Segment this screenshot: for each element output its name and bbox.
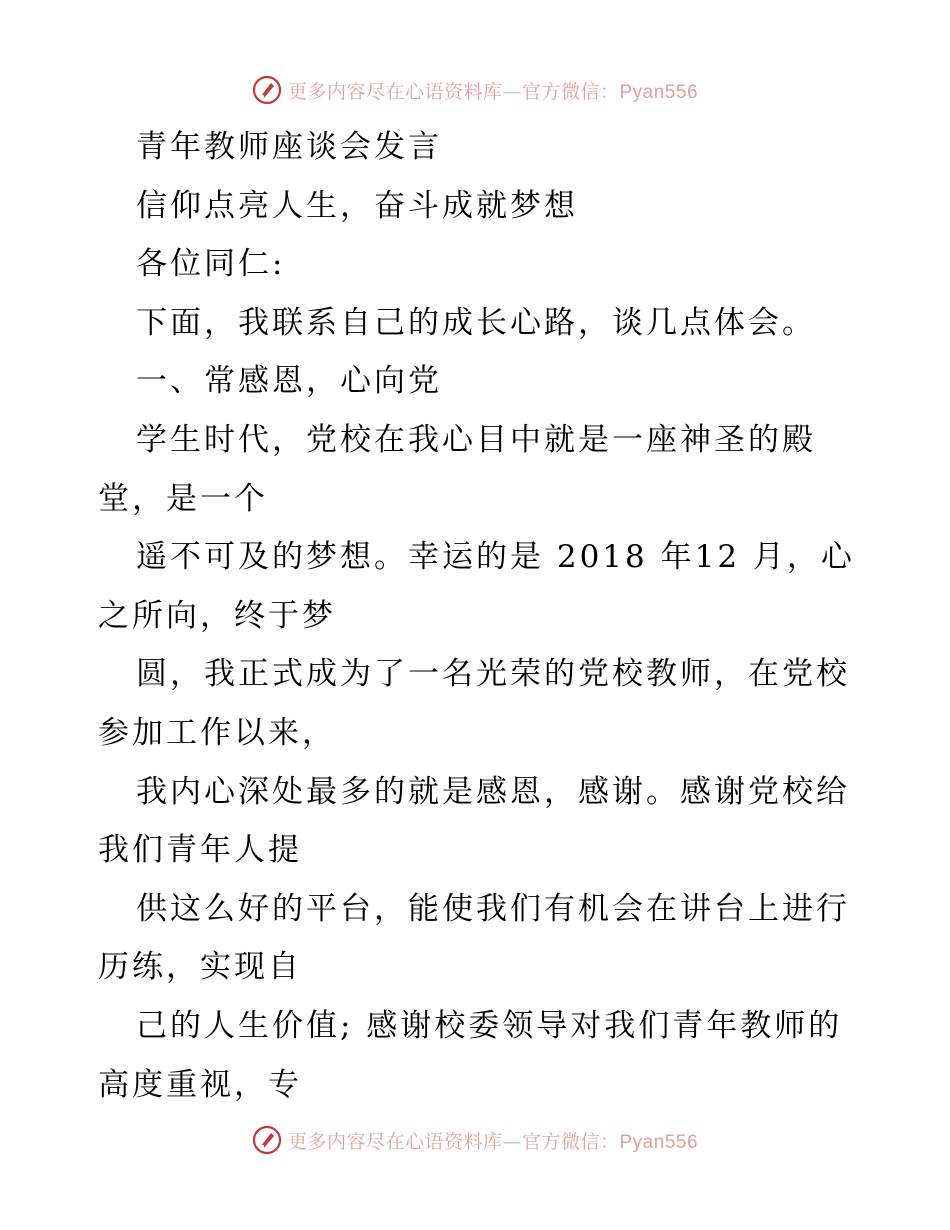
header-banner-wechat-id: Pyan556 (619, 81, 699, 103)
document-line: 遥不可及的梦想。幸运的是 2018 年12 月，心 (136, 539, 855, 576)
document-line: 一、常感恩，心向党 (136, 363, 442, 400)
footer-banner-label: 官方微信： (521, 1130, 620, 1153)
header-banner-text (288, 77, 698, 104)
document-line: 高度重视，专 (98, 1066, 302, 1103)
document-line: 下面，我联系自己的成长心路，谈几点体会。 (136, 304, 816, 341)
document-line: 圆，我正式成为了一名光荣的党校教师，在党校 (136, 656, 850, 693)
footer-banner-title: 更多内容尽在心语资料库 (287, 1130, 503, 1153)
header-banner (0, 72, 950, 108)
document-line: 己的人生价值; 感谢校委领导对我们青年教师的 (136, 1007, 843, 1044)
document-line: 参加工作以来， (98, 714, 336, 751)
footer-banner-separator: — (502, 1130, 522, 1153)
header-banner-title: 更多内容尽在心语资料库 (287, 80, 503, 103)
pen-nib-logo-icon (252, 75, 282, 105)
document-body (98, 118, 858, 1114)
document-line: 堂，是一个 (98, 480, 268, 517)
header-banner-separator: — (502, 80, 522, 103)
document-line: 学生时代，党校在我心目中就是一座神圣的殿 (136, 421, 816, 458)
document-line: 我内心深处最多的就是感恩，感谢。感谢党校给 (136, 773, 850, 810)
document-line: 之所向，终于梦 (98, 597, 336, 634)
document-line: 各位同仁: (136, 246, 286, 283)
document-line: 历练，实现自 (98, 949, 302, 986)
pen-nib-logo-icon (252, 1125, 282, 1155)
document-line: 供这么好的平台，能使我们有机会在讲台上进行 (136, 890, 850, 927)
footer-banner-text (288, 1127, 698, 1154)
footer-banner-wechat-id: Pyan556 (619, 1131, 699, 1153)
document-line: 青年教师座谈会发言 (136, 129, 442, 165)
header-banner-label: 官方微信： (521, 80, 620, 103)
document-line: 信仰点亮人生，奋斗成就梦想 (136, 187, 578, 224)
document-line: 我们青年人提 (98, 832, 302, 869)
footer-banner (0, 1122, 950, 1158)
